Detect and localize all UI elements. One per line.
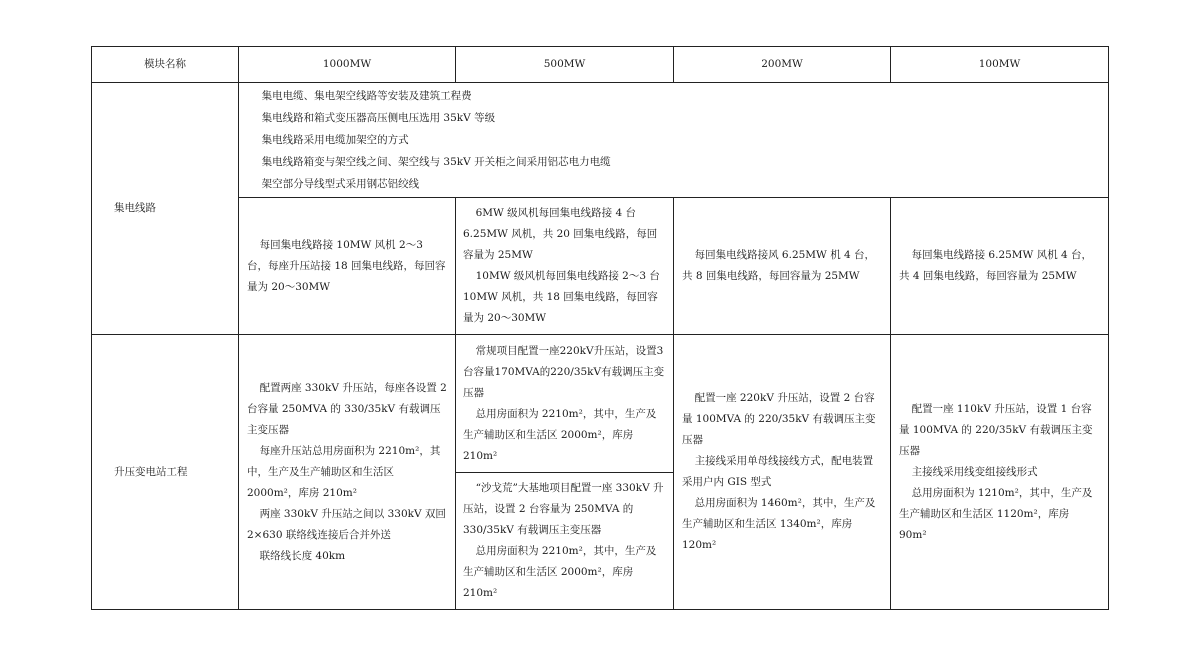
cell-paragraph: 总用房面积为 1210m²，其中，生产及生产辅助区和生活区 1120m²，库房 90m² — [899, 486, 1093, 541]
cell-paragraph: 总用房面积为 2210m²，其中，生产及生产辅助区和生活区 2000m²，库房 210m² — [463, 545, 657, 599]
collection-shared-notes — [239, 85, 1108, 197]
header-module-name: 模块名称 — [144, 58, 186, 70]
header-divider — [91, 82, 1109, 83]
substation-1000mw-cell — [239, 335, 455, 609]
header-100mw: 100MW — [978, 58, 1021, 70]
collection-500mw-cell — [456, 198, 673, 334]
table-border-bottom — [91, 609, 1109, 610]
cell-paragraph: 6MW 级风机每回集电线路接 4 台 6.25MW 风机，共 20 回集电线路，每回容量为 25MW — [463, 207, 658, 261]
substation-500mw-desert-base-cell — [456, 473, 673, 609]
row-label-collection-line — [92, 83, 238, 334]
shared-note: 架空部分导线型式采用钢芯铝绞线 — [261, 178, 420, 190]
row-label-text: 集电线路 — [114, 202, 156, 214]
cell-paragraph: 总用房面积为 2210m²，其中，生产及生产辅助区和生活区 2000m²，库房 210m² — [463, 407, 657, 462]
header-1000mw: 1000MW — [322, 58, 372, 70]
collection-1000mw-cell — [239, 198, 455, 334]
cell-paragraph: “沙戈荒”大基地项目配置一座 330kV 升压站，设置 2 台容量为 250MVA 的 330/35kV 有载调压主变压器 — [463, 482, 664, 536]
row-label-text: 升压变电站工程 — [114, 465, 188, 478]
cell-paragraph: 10MW 级风机每回集电线路接 2～3 台 10MW 风机，共 18 回集电线路，每回容量为 20～30MW — [463, 270, 660, 324]
cell-paragraph: 配置一座 220kV 升压站，设置 2 台容量 100MVA 的 220/35kV 有载调压主变压器 — [682, 392, 876, 446]
collection-200mw-cell — [674, 198, 890, 334]
cell-paragraph: 配置一座 110kV 升压站，设置 1 台容量 100MVA 的 220/35kV 有载调压主变压器 — [899, 402, 1093, 457]
substation-100mw-cell — [891, 335, 1108, 609]
shared-note: 集电线路和箱式变压器高压侧电压选用 35kV 等级 — [261, 112, 496, 124]
shared-note: 集电电缆、集电架空线路等安装及建筑工程费 — [261, 90, 472, 102]
cell-paragraph: 每回集电线路接 10MW 风机 2～3 台，每座升压站接 18 回集电线路，每回容量为 20～30MW — [247, 238, 446, 293]
substation-200mw-cell — [674, 335, 890, 609]
header-500mw: 500MW — [543, 58, 586, 70]
cell-paragraph: 常规项目配置一座220kV升压站，设置3台容量170MVA的220/35kV有载调压主变压器 — [463, 344, 665, 399]
collection-100mw-cell — [891, 198, 1108, 334]
cell-paragraph: 每回集电线路接风 6.25MW 机 4 台，共 8 回集电线路，每回容量为 25MW — [682, 249, 876, 282]
cell-paragraph: 两座 330kV 升压站之间以 330kV 双回 2×630 联络线连接后合并外送 — [247, 507, 446, 541]
table-border-right — [1108, 46, 1109, 610]
cell-paragraph: 联络线长度 40km — [259, 549, 346, 562]
substation-500mw-conventional-cell — [456, 335, 673, 472]
cell-paragraph: 主接线采用线变组接线形式 — [911, 465, 1038, 478]
cell-paragraph: 每回集电线路接 6.25MW 风机 4 台，共 4 回集电线路，每回容量为 25MW — [899, 249, 1093, 282]
shared-note: 集电线路采用电缆加架空的方式 — [261, 134, 409, 146]
shared-note: 集电线路箱变与架空线之间、架空线与 35kV 开关柜之间采用铝芯电力电缆 — [261, 156, 611, 168]
row-label-substation — [92, 335, 238, 609]
cell-paragraph: 总用房面积为 1460m²，其中，生产及生产辅助区和生活区 1340m²，库房 120m² — [682, 497, 876, 551]
cell-paragraph: 每座升压站总用房面积为 2210m²，其中，生产及生产辅助区和生活区 2000m²，库房 210m² — [247, 444, 441, 499]
cell-paragraph: 主接线采用单母线接线方式，配电装置采用户内 GIS 型式 — [682, 455, 874, 488]
cell-paragraph: 配置两座 330kV 升压站，每座各设置 2 台容量 250MVA 的 330/35kV 有载调压主变压器 — [247, 381, 447, 436]
header-200mw: 200MW — [761, 58, 803, 70]
